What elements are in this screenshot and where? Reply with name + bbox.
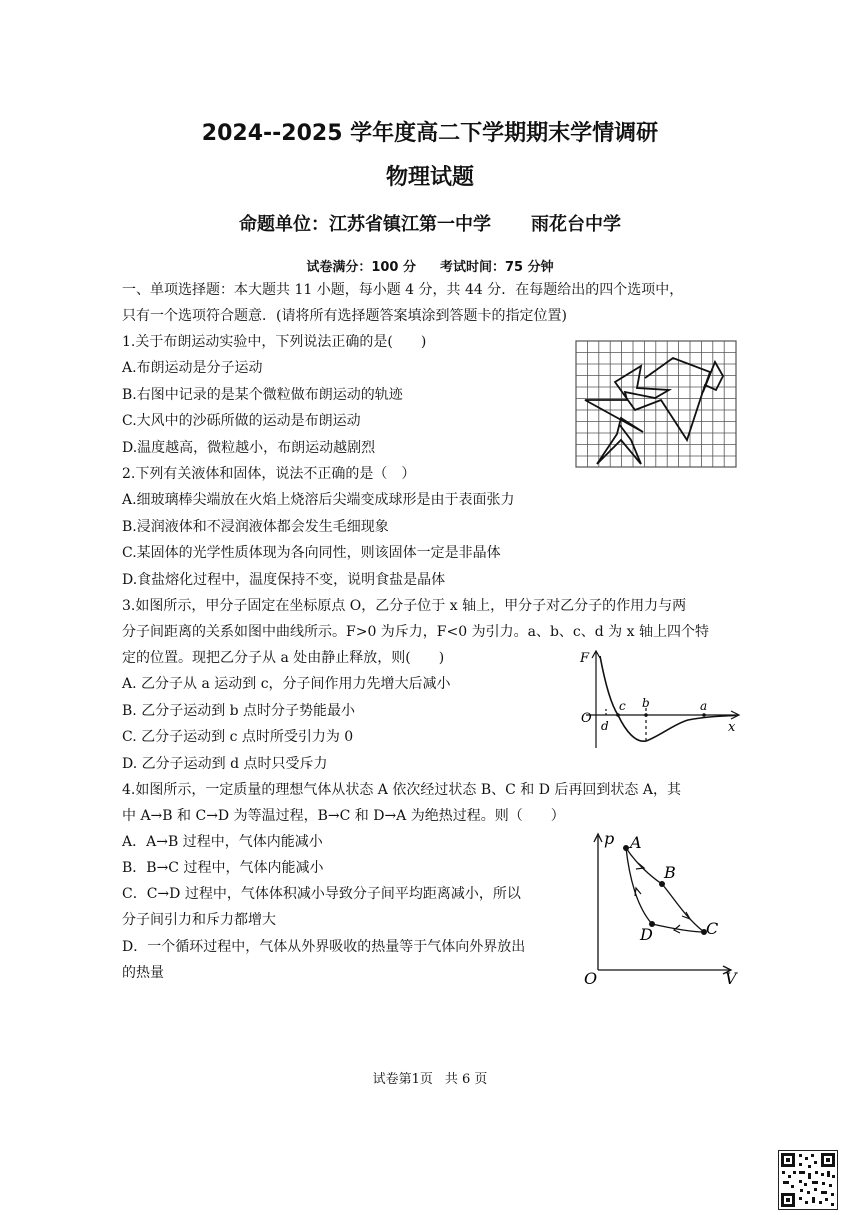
origin-label: O [581,711,592,726]
q1-option-b: B.右图中记录的是某个微粒做布朗运动的轨迹 [122,387,403,403]
c-point [616,713,620,717]
grid-lines [576,341,736,467]
b-label: B [664,863,676,882]
q3-option-d: D. 乙分子运动到 d 点时只受斥力 [122,756,328,772]
exam-info [0,256,860,275]
qr-code-icon [778,1150,838,1210]
exam-title: 2024--2025 学年度高二下学期期末学情调研 [201,121,659,146]
curve-d-a [626,848,652,924]
q3-option-c: C. 乙分子运动到 c 点时所受引力为 0 [122,729,354,745]
section-intro-1: 一、单项选择题：本大题共 11 小题，每小题 4 分，共 44 分．在每题给出的四个选项中， [122,282,684,298]
q4-option-c: C．C→D 过程中，气体体积减小导致分子间平均距离减小，所以 [122,886,521,902]
q1-option-d: D.温度越高，微粒越小，布朗运动越剧烈 [122,440,376,456]
page-total: 共 6 页 [444,1072,488,1087]
full-score: 试卷满分：100 分 [306,260,417,275]
q4-option-d: D．一个循环过程中，气体从外界吸收的热量等于气体向外界放出 [122,939,526,955]
particle-trajectory [585,358,723,464]
q4-option-b: B．B→C 过程中，气体内能减小 [122,860,324,876]
q2-stem: 2.下列有关液体和固体，说法不正确的是（ ） [122,466,416,482]
q1-option-a: A.布朗运动是分子运动 [122,360,263,376]
state-a-point [623,845,629,851]
q3-stem-3: 定的位置。现把乙分子从 a 处由静止释放，则( ) [122,650,445,666]
q4-stem-2: 中 A→B 和 C→D 为等温过程，B→C 和 D→A 为绝热过程。则（ ） [122,808,565,824]
exam-subject: 物理试题 [385,165,474,190]
author-school-2: 雨花台中学 [531,214,621,235]
section-intro-2: 只有一个选项符合题意．(请将所有选择题答案填涂到答题卡的指定位置) [122,308,567,324]
page-footer [0,1068,860,1087]
q2-option-c: C.某固体的光学性质体现为各向同性，则该固体一定是非晶体 [122,545,501,561]
a-label: a [700,699,708,713]
d-label: D [640,925,653,944]
pv-cycle-figure [580,828,740,986]
c-label: C [706,919,719,938]
q4-option-a: A．A→B 过程中，气体内能减小 [122,834,323,850]
q3-option-a: A. 乙分子从 a 运动到 c，分子间作用力先增大后减小 [122,676,451,692]
exam-authors [0,210,860,236]
q3-stem-2: 分子间距离的关系如图中曲线所示。F>0 为斥力，F<0 为引力。a、b、c、d 为 x 轴上四个特 [122,624,709,640]
q4-option-c-cont: 分子间引力和斥力都增大 [122,912,276,928]
force-distance-figure [578,648,744,752]
c-label: c [619,699,626,713]
brownian-motion-figure [575,340,737,468]
x-label: x [728,720,736,735]
q1-stem: 1.关于布朗运动实验中，下列说法正确的是( ) [122,334,427,350]
author-school-1: 命题单位：江苏省镇江第一中学 [239,214,491,235]
q4-stem-1: 4.如图所示，一定质量的理想气体从状态 A 依次经过状态 B、C 和 D 后再回到状态 A，其 [122,782,681,798]
origin-label: O [584,969,598,986]
q3-stem-1: 3.如图所示，甲分子固定在坐标原点 O，乙分子位于 x 轴上，甲分子对乙分子的作用力与两 [122,598,687,614]
f-label: F [580,651,590,666]
exam-time: 考试时间：75 分钟 [440,260,554,275]
a-label: A [630,833,642,852]
curve-b-c [662,884,704,932]
v-label: V [725,969,737,986]
q2-option-d: D.食盐熔化过程中，温度保持不变，说明食盐是晶体 [122,572,446,588]
q2-option-a: A.细玻璃棒尖端放在火焰上烧溶后尖端变成球形是由于表面张力 [122,492,515,508]
b-point [644,713,648,717]
page-number: 试卷第1页 [372,1072,433,1087]
q1-option-c: C.大风中的沙砾所做的运动是布朗运动 [122,413,361,429]
q3-option-b: B. 乙分子运动到 b 点时分子势能最小 [122,703,356,719]
a-point [702,713,706,717]
p-label: p [604,829,615,848]
q2-option-b: B.浸润液体和不浸润液体都会发生毛细现象 [122,519,389,535]
q4-option-d-cont: 的热量 [122,965,164,981]
b-label: b [642,696,650,710]
arrow-bc [682,912,690,919]
d-label: d [601,719,609,733]
